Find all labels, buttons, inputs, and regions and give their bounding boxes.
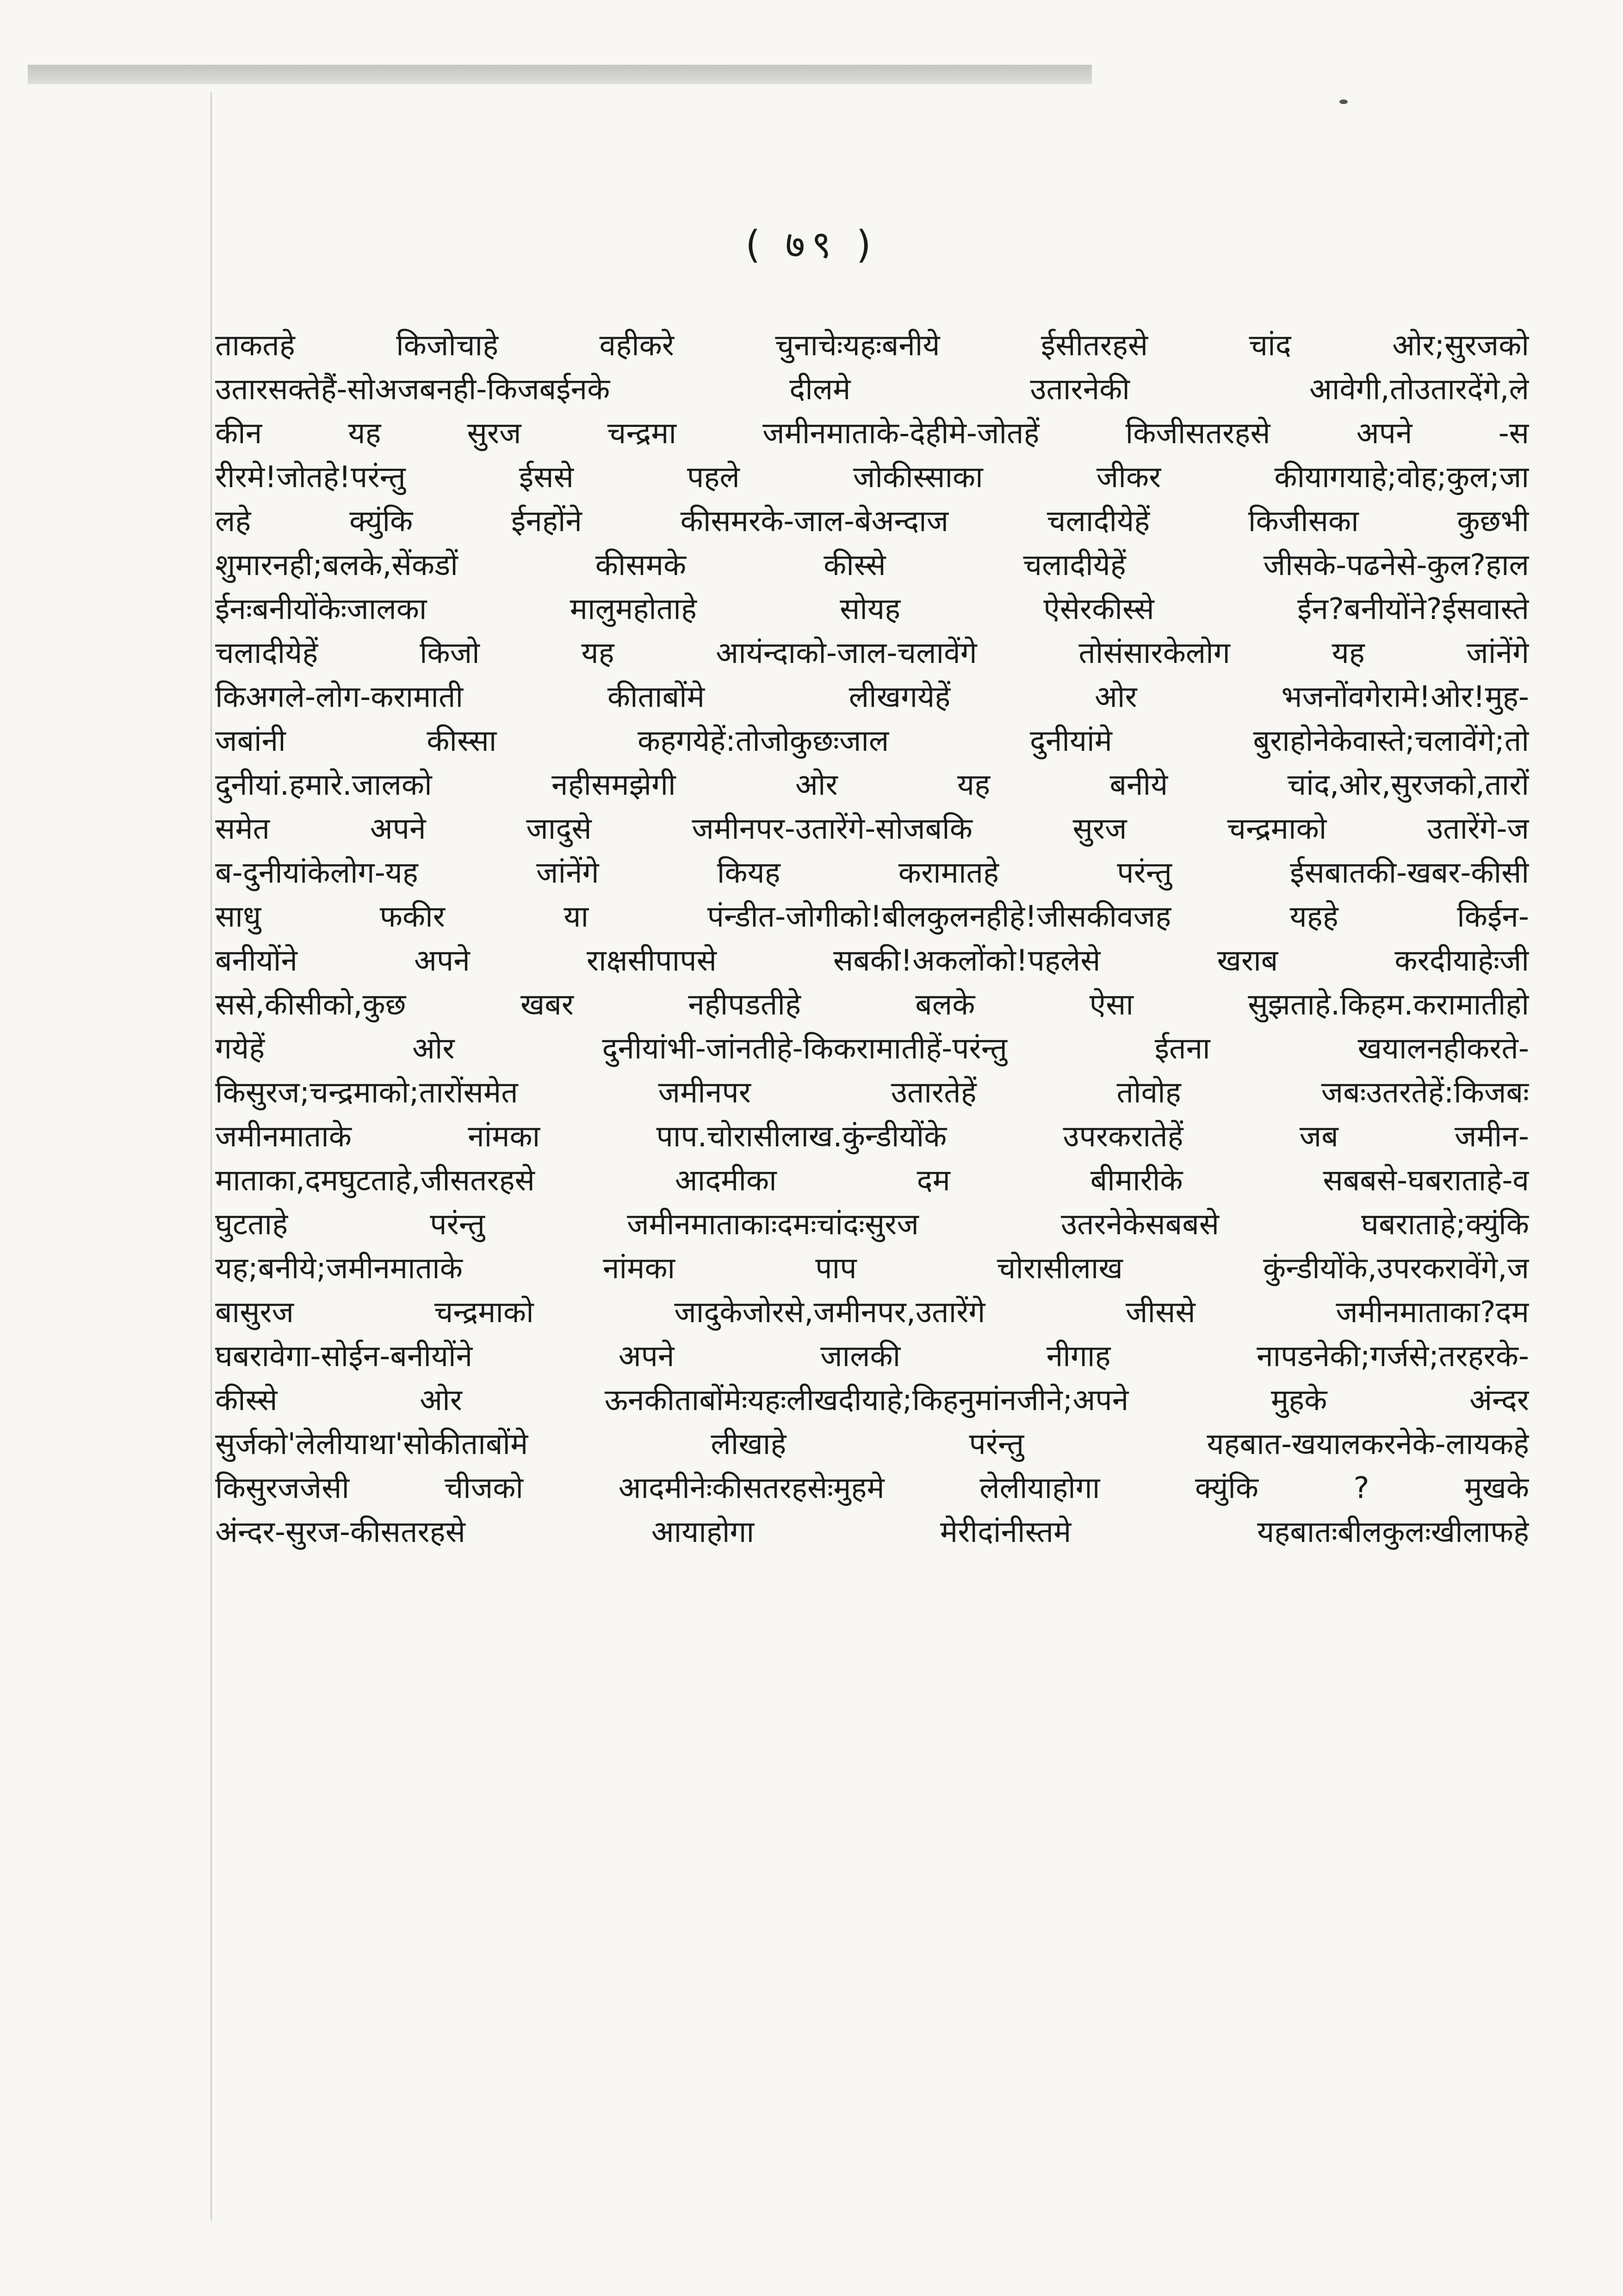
text-line: रीरमे!जोतहे!परंन्तु ईससे पहले जोकीस्साका जीकर कीयागयाहे;वोह;कुल;जा [215,460,1529,495]
text-line: बनीयोंने अपने राक्षसीपापसे सबकी!अकलोंको!पहलेसे खराब करदीयाहेःजी [215,944,1529,978]
text-line: किअगले-लोग-करामाती कीताबोंमे लीखगयेहें ओर भजनोंवगेरामे!ओर!मुह- [215,680,1529,714]
text-line: दुनीयां.हमारे.जालको नहीसमझेगी ओर यह बनीये चांद,ओर,सुरजको,तारों [215,768,1529,802]
page-fold-line [211,93,212,2221]
text-line: साधु फकीर या पंन्डीत-जोगीको!बीलकुलनहीहे!जीसकीवजह यहहे किईन- [215,900,1529,934]
text-line: गयेहें ओर दुनीयांभी-जांनतीहे-किकरामातीहें-परंन्तु ईतना खयालनहीकरते- [215,1032,1529,1066]
text-line: घबरावेगा-सोईन-बनीयोंने अपने जालकी नीगाह नापडनेकी;गर्जसे;तरहरके- [215,1339,1529,1374]
text-line: जमीनमाताके नांमका पाप.चोरासीलाख.कुंन्डीयोंके उपरकरातेहें जब जमीन- [215,1120,1529,1154]
scan-edge-shadow [28,65,1092,84]
text-line: चलादीयेहें किजो यह आयंन्दाको-जाल-चलावेंगे तोसंसारकेलोग यह जांनेंगे [215,636,1529,670]
ink-speck [1339,99,1348,104]
text-line: सुर्जको'लेलीयाथा'सोकीताबोंमे लीखाहे परंन्तु यहबात-खयालकरनेके-लायकहे [215,1427,1529,1461]
text-line: ताकतहे किजोचाहे वहीकरे चुनाचेःयहःबनीये ईसीतरहसे चांद ओर;सुरजको [215,328,1529,363]
text-line: अंन्दर-सुरज-कीसतरहसे आयाहोगा मेरीदांनीस्तमे यहबातःबीलकुलःखीलाफहे [215,1515,1529,1549]
text-line: ससे,कीसीको,कुछ खबर नहीपडतीहे बलके ऐसा सुझताहे.किहम.करामातीहो [215,988,1529,1022]
text-line: लहे क्युंकि ईनहोंने कीसमरके-जाल-बेअन्दाज चलादीयेहें किजीसका कुछभी [215,504,1529,538]
text-line: उतारसक्तेहैं-सोअजबनही-किजबईनके दीलमे उतारनेकी आवेगी,तोउतारदेंगे,ले [215,372,1529,407]
text-line: घुटताहे परंन्तु जमीनमाताकाःदमःचांदःसुरज उतरनेकेसबबसे घबराताहे;क्युंकि [215,1207,1529,1242]
text-line: कीन यह सुरज चन्द्रमा जमीनमाताके-देहीमे-जोतहें किजीसतरहसे अपने -स [215,416,1529,451]
text-line: किसुरजजेसी चीजको आदमीनेःकीसतरहसेःमुहमे लेलीयाहोगा क्युंकि ? मुखके [215,1471,1529,1505]
page-number: ( ७९ ) [745,223,878,267]
text-line: माताका,दमघुटताहे,जीसतरहसे आदमीका दम बीमारीके सबबसे-घबराताहे-व [215,1163,1529,1198]
text-line: किसुरज;चन्द्रमाको;तारोंसमेत जमीनपर उतारतेहें तोवोह जबःउतरतेहें:किजबः [215,1076,1529,1110]
text-line: ईनःबनीयोंकेःजालका मालुमहोताहे सोयह ऐसेरकीस्से ईन?बनीयोंने?ईसवास्ते [215,592,1529,626]
text-line: शुमारनही;बलके,सेंकडों कीसमके कीस्से चलादीयेहें जीसके-पढनेसे-कुल?हाल [215,548,1529,582]
text-line: यह;बनीये;जमीनमाताके नांमका पाप चोरासीलाख कुंन्डीयोंके,उपरकरावेंगे,ज [215,1251,1529,1286]
text-line: बासुरज चन्द्रमाको जादुकेजोरसे,जमीनपर,उतारेंगे जीससे जमीनमाताका?दम [215,1295,1529,1330]
body-text [215,324,1529,1554]
text-line: कीस्से ओर ऊनकीताबोंमेःयहःलीखदीयाहे;किहनुमांनजीने;अपने मुहके अंन्दर [215,1383,1529,1417]
text-line: जबांनी कीस्सा कहगयेहें:तोजोकुछःजाल दुनीयांमे बुराहोनेकेवास्ते;चलावेंगे;तो [215,724,1529,758]
text-line: समेत अपने जादुसे जमीनपर-उतारेंगे-सोजबकि सुरज चन्द्रमाको उतारेंगे-ज [215,812,1529,846]
text-line: ब-दुनीयांकेलोग-यह जांनेंगे कियह करामातहे परंन्तु ईसबातकी-खबर-कीसी [215,856,1529,890]
